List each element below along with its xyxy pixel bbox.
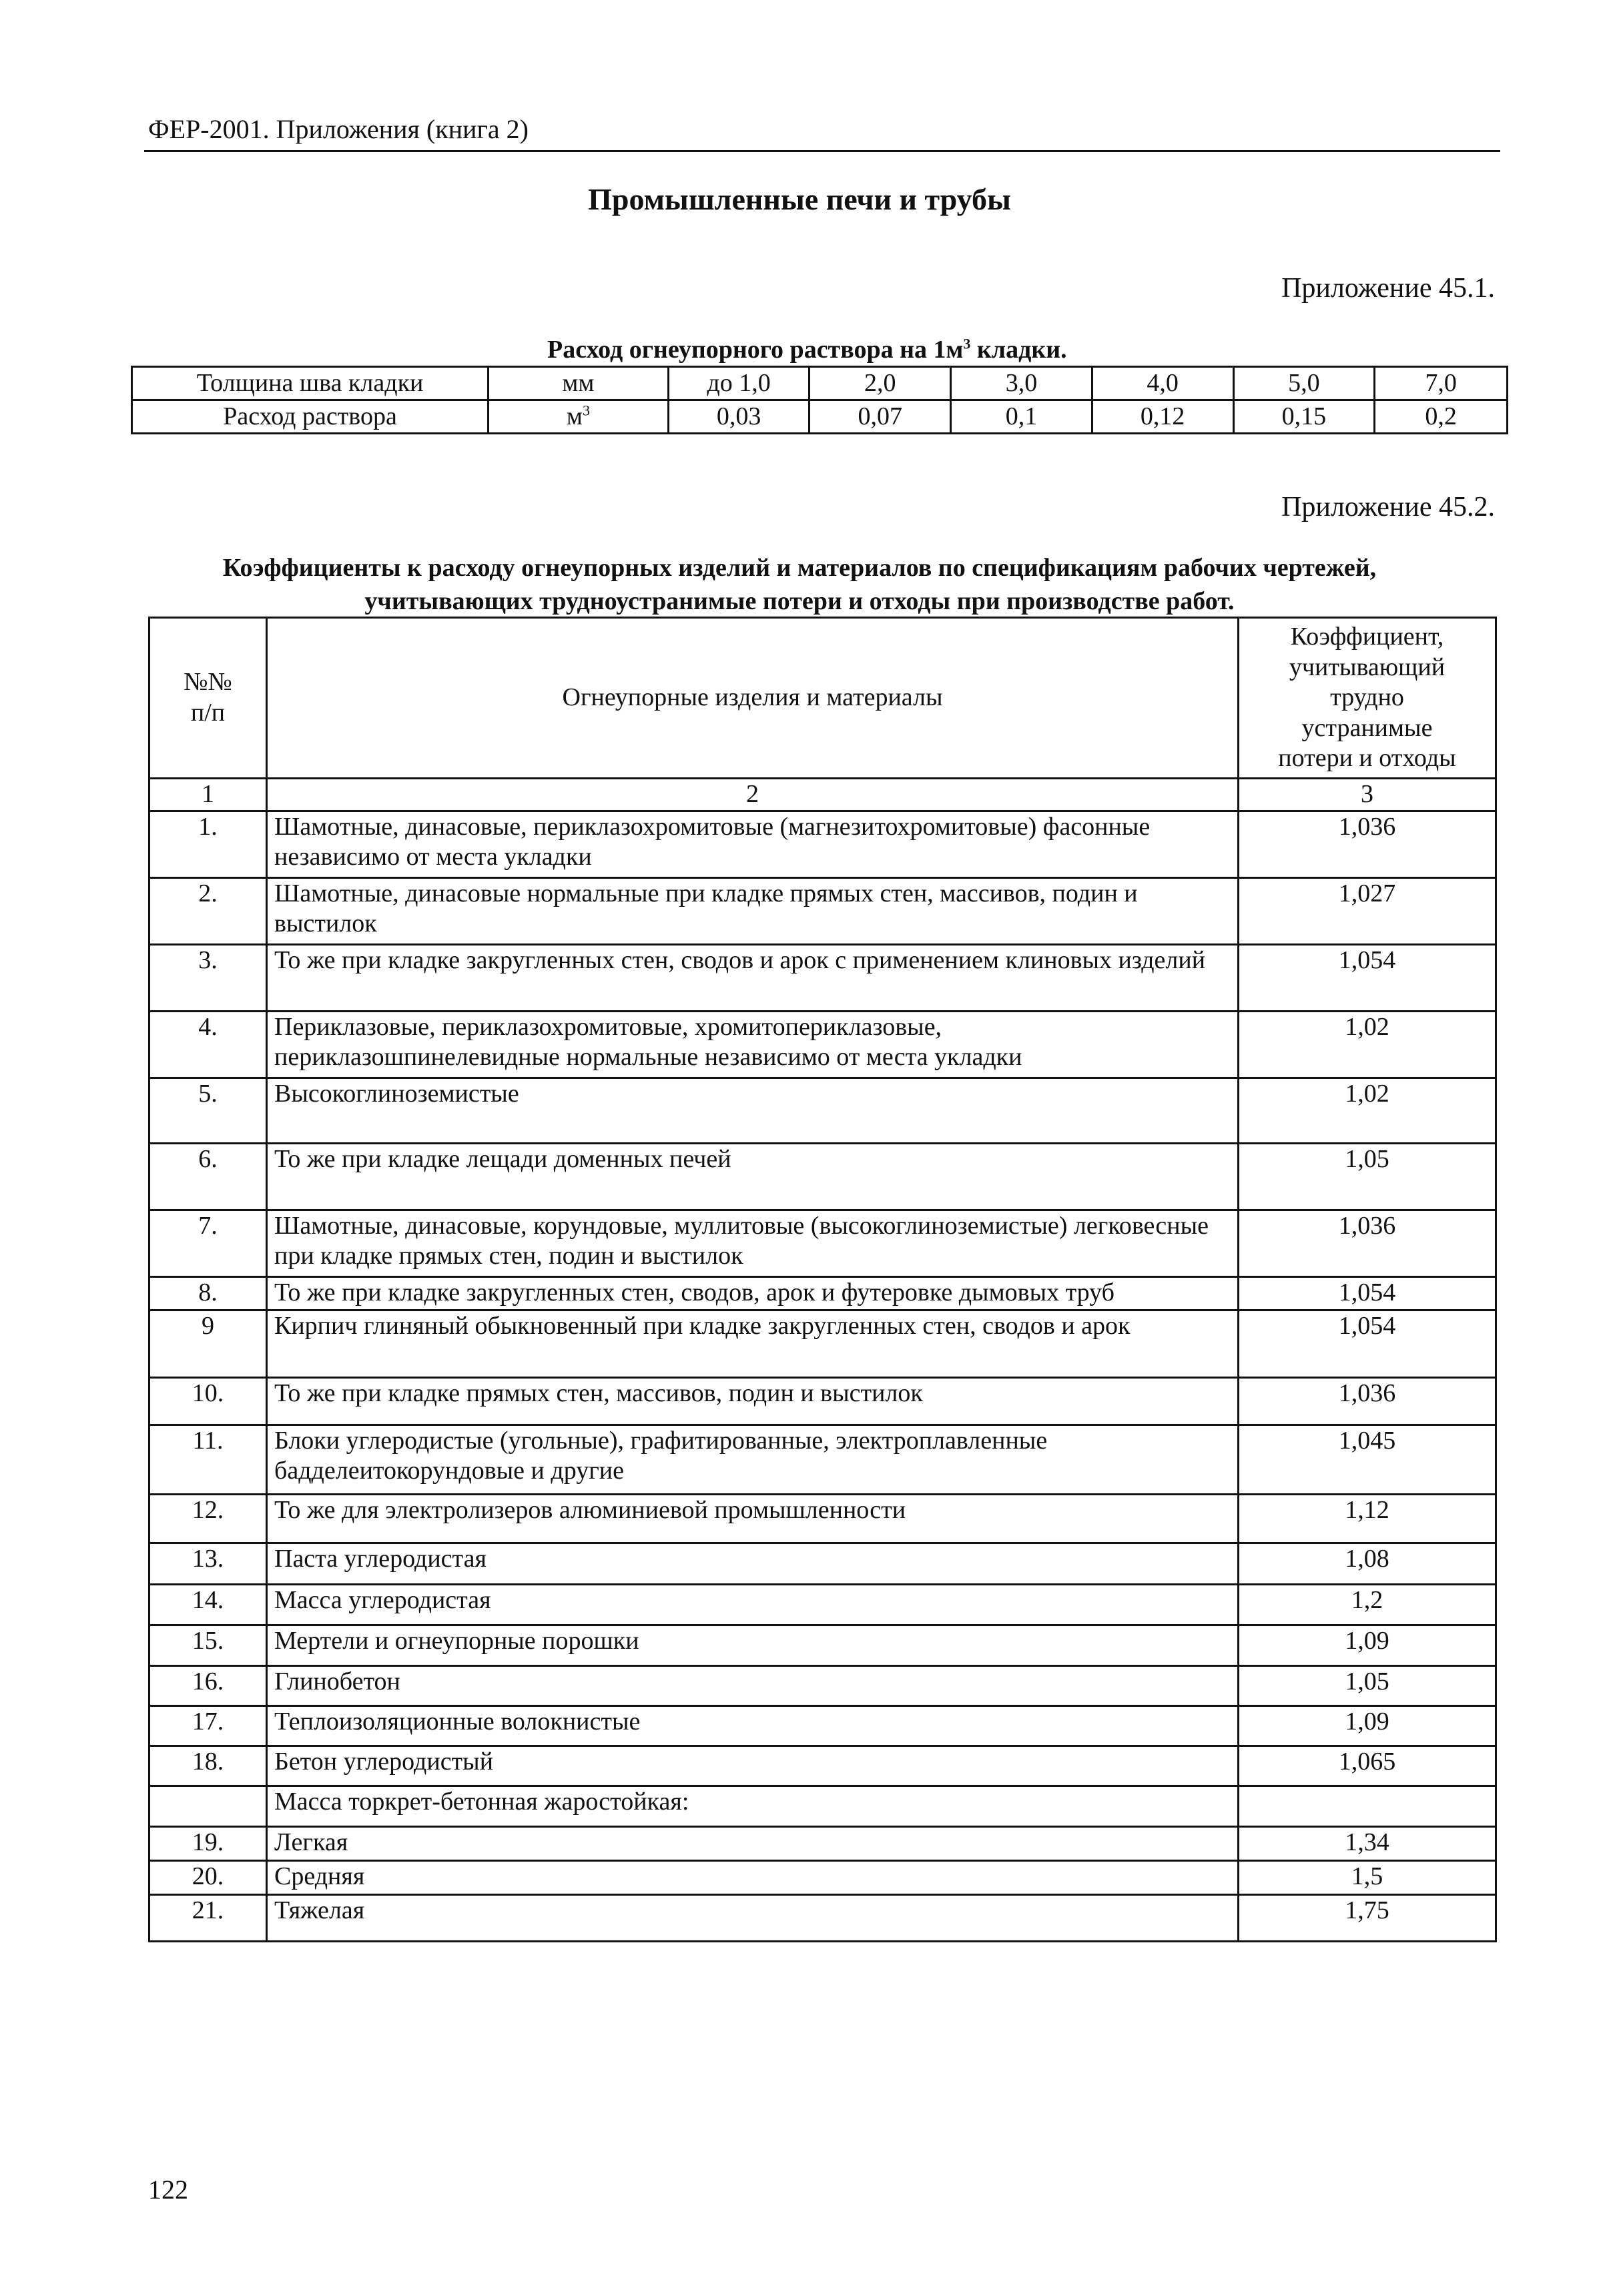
row-coefficient: 1,02 [1239, 1011, 1496, 1078]
table-row [149, 1276, 1496, 1310]
row-material: То же при кладке закругленных стен, сводов, арок и футеровке дымовых труб [267, 1276, 1239, 1310]
table-cell: 0,12 [1092, 400, 1233, 434]
row-material: Масса торкрет-бетонная жаростойкая: [267, 1786, 1239, 1826]
column-number-cell: 1 [149, 779, 267, 811]
table-row [132, 367, 1508, 400]
row-number: 12. [149, 1494, 267, 1543]
row-material: Кирпич глиняный обыкновенный при кладке закругленных стен, сводов и арок [267, 1310, 1239, 1377]
row-number: 20. [149, 1860, 267, 1894]
header-coef-line2: учитывающий [1289, 653, 1446, 681]
table-row [149, 944, 1496, 1011]
table-row [149, 1143, 1496, 1210]
table-row [149, 1584, 1496, 1625]
row-number: 5. [149, 1078, 267, 1143]
row-material: Бетон углеродистый [267, 1746, 1239, 1786]
row-coefficient: 1,045 [1239, 1425, 1496, 1494]
mortar-consumption-table [131, 366, 1508, 434]
table-row [149, 1078, 1496, 1143]
table-cell: Расход раствора [132, 400, 489, 434]
header-coef-line3: трудно [1330, 683, 1404, 712]
table-cell: 0,1 [951, 400, 1092, 434]
table-row [149, 1746, 1496, 1786]
caption-line-1: Коэффициенты к расходу огнеупорных изделий и материалов по спецификациям рабочих чертежей, [222, 554, 1377, 582]
appendix-45-2-label: Приложение 45.2. [1281, 492, 1495, 522]
row-number: 21. [149, 1894, 267, 1941]
table-row [149, 1860, 1496, 1894]
mortar-caption-text: Расход огнеупорного раствора на 1м [547, 336, 964, 364]
row-coefficient: 1,05 [1239, 1143, 1496, 1210]
table-row [132, 400, 1508, 434]
table-row [149, 1210, 1496, 1276]
table-cell: 0,15 [1233, 400, 1375, 434]
row-coefficient: 1,5 [1239, 1860, 1496, 1894]
row-coefficient: 1,036 [1239, 1210, 1496, 1276]
row-material: Высокоглиноземистые [267, 1078, 1239, 1143]
table-cell: 3,0 [951, 367, 1092, 400]
row-material: Теплоизоляционные волокнистые [267, 1705, 1239, 1746]
row-material: Тяжелая [267, 1894, 1239, 1941]
row-material: Шамотные, динасовые, корундовые, муллитовые (высокоглиноземистые) легковесные при кладке прямых стен, подин и выстилок [267, 1210, 1239, 1276]
row-number: 10. [149, 1377, 267, 1425]
table-header [149, 618, 1496, 811]
row-material: Периклазовые, периклазохромитовые, хромитопериклазовые, периклазошпинелевидные нормальные независимо от места укладки [267, 1011, 1239, 1078]
row-coefficient: 1,75 [1239, 1894, 1496, 1941]
row-number: 8. [149, 1276, 267, 1310]
row-coefficient: 1,05 [1239, 1665, 1496, 1705]
row-coefficient: 1,09 [1239, 1625, 1496, 1665]
unit-sup: 3 [582, 402, 590, 419]
table-row [149, 1826, 1496, 1860]
header-coef-line5: потери и отходы [1278, 744, 1456, 773]
row-number: 2. [149, 877, 267, 944]
header-cell-materials: Огнеупорные изделия и материалы [267, 618, 1239, 779]
caption-line-2: учитывающих трудноустранимые потери и отходы при производстве работ. [364, 587, 1235, 616]
page-title: Промышленные печи и трубы [588, 182, 1011, 216]
table-row [149, 1011, 1496, 1078]
header-coef-line1: Коэффициент, [1290, 623, 1444, 651]
table-row [149, 1543, 1496, 1584]
table-row [149, 1665, 1496, 1705]
row-coefficient: 1,065 [1239, 1746, 1496, 1786]
table-cell [489, 367, 669, 400]
table-body [149, 811, 1496, 1941]
row-material: То же при кладке лещади доменных печей [267, 1143, 1239, 1210]
table-row [149, 1310, 1496, 1377]
row-coefficient: 1,036 [1239, 1377, 1496, 1425]
column-number-cell: 2 [267, 779, 1239, 811]
row-number [149, 1786, 267, 1826]
mortar-caption-suffix: кладки. [970, 336, 1067, 364]
table-cell: до 1,0 [668, 367, 810, 400]
column-number-row [149, 779, 1496, 811]
header-row [149, 618, 1496, 779]
row-number: 7. [149, 1210, 267, 1276]
row-coefficient: 1,34 [1239, 1826, 1496, 1860]
row-coefficient [1239, 1786, 1496, 1826]
table-row [149, 877, 1496, 944]
row-number: 3. [149, 944, 267, 1011]
table-cell: 0,07 [810, 400, 951, 434]
row-material: Масса углеродистая [267, 1584, 1239, 1625]
coefficients-table-caption [100, 551, 1499, 618]
row-number: 1. [149, 811, 267, 877]
table-row [149, 1377, 1496, 1425]
table-cell: 0,2 [1375, 400, 1508, 434]
row-coefficient: 1,054 [1239, 944, 1496, 1011]
row-material: Паста углеродистая [267, 1543, 1239, 1584]
table-row [149, 1494, 1496, 1543]
table-cell: 0,03 [668, 400, 810, 434]
table-row [149, 811, 1496, 877]
column-number-cell: 3 [1239, 779, 1496, 811]
row-number: 19. [149, 1826, 267, 1860]
row-coefficient: 1,12 [1239, 1494, 1496, 1543]
row-material: Мертели и огнеупорные порошки [267, 1625, 1239, 1665]
header-number-line1: №№ [184, 668, 232, 697]
running-header: ФЕР-2001. Приложения (книга 2) [148, 114, 529, 144]
unit-text: мм [562, 368, 595, 397]
header-cell-coefficient [1239, 618, 1496, 779]
table-row [149, 1705, 1496, 1746]
row-material: Шамотные, динасовые, периклазохромитовые (магнезитохромитовые) фасонные независимо от места укладки [267, 811, 1239, 877]
unit-text: м [566, 402, 583, 430]
row-number: 15. [149, 1625, 267, 1665]
row-material: Шамотные, динасовые нормальные при кладке прямых стен, массивов, подин и выстилок [267, 877, 1239, 944]
appendix-45-1-label: Приложение 45.1. [1281, 273, 1495, 304]
row-number: 6. [149, 1143, 267, 1210]
table-row [149, 1425, 1496, 1494]
row-material: Блоки углеродистые (угольные), графитированные, электроплавленные бадделеитокорундовые и другие [267, 1425, 1239, 1494]
row-material: Средняя [267, 1860, 1239, 1894]
table-row [149, 1625, 1496, 1665]
row-number: 14. [149, 1584, 267, 1625]
row-material: Глинобетон [267, 1665, 1239, 1705]
row-coefficient: 1,09 [1239, 1705, 1496, 1746]
row-coefficient: 1,08 [1239, 1543, 1496, 1584]
header-rule [144, 150, 1500, 152]
row-material: То же при кладке прямых стен, массивов, подин и выстилок [267, 1377, 1239, 1425]
row-number: 4. [149, 1011, 267, 1078]
row-number: 16. [149, 1665, 267, 1705]
row-coefficient: 1,02 [1239, 1078, 1496, 1143]
header-coef-line4: устранимые [1301, 713, 1433, 742]
table-cell: 5,0 [1233, 367, 1375, 400]
table-cell: 4,0 [1092, 367, 1233, 400]
table-row [149, 1894, 1496, 1941]
row-number: 11. [149, 1425, 267, 1494]
table-cell: 7,0 [1375, 367, 1508, 400]
row-coefficient: 1,036 [1239, 811, 1496, 877]
header-cell-number [149, 618, 267, 779]
row-number: 17. [149, 1705, 267, 1746]
page-number: 122 [148, 2175, 188, 2205]
table-cell: 2,0 [810, 367, 951, 400]
header-number-line2: п/п [190, 699, 226, 727]
coefficients-table [148, 617, 1497, 1942]
row-material: Легкая [267, 1826, 1239, 1860]
row-number: 13. [149, 1543, 267, 1584]
row-coefficient: 1,027 [1239, 877, 1496, 944]
row-number: 9 [149, 1310, 267, 1377]
row-material: То же при кладке закругленных стен, сводов и арок с применением клиновых изделий [267, 944, 1239, 1011]
row-coefficient: 1,2 [1239, 1584, 1496, 1625]
table-row [149, 1786, 1496, 1826]
table-cell: Толщина шва кладки [132, 367, 489, 400]
table-cell [489, 400, 669, 434]
row-number: 18. [149, 1746, 267, 1786]
row-coefficient: 1,054 [1239, 1310, 1496, 1377]
mortar-table-caption [547, 335, 1067, 364]
row-coefficient: 1,054 [1239, 1276, 1496, 1310]
mortar-caption-sup: 3 [963, 335, 971, 352]
row-material: То же для электролизеров алюминиевой промышленности [267, 1494, 1239, 1543]
